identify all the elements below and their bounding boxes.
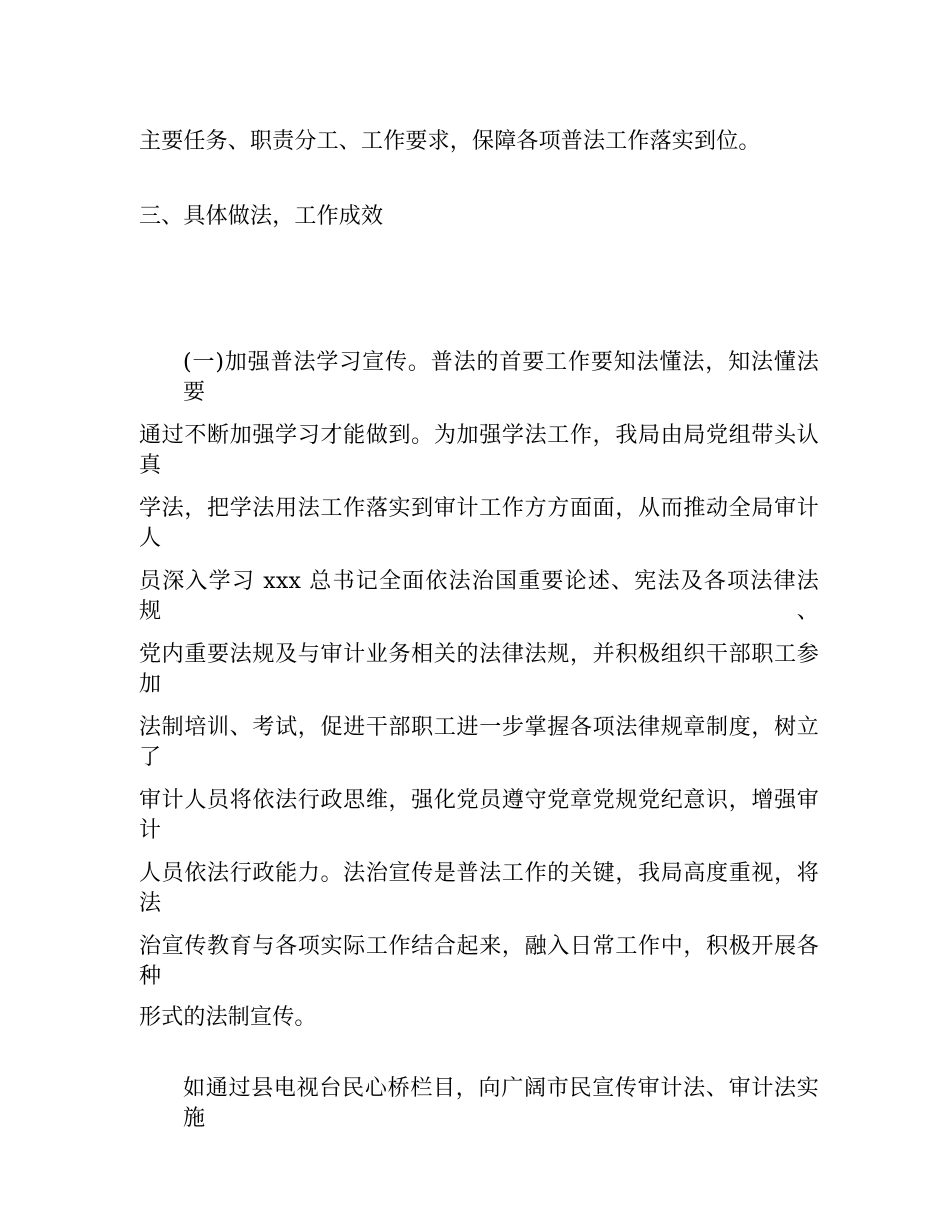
paragraph-1-line-10: 形式的法制宣传。 bbox=[139, 1005, 317, 1030]
paragraph-1-line-8: 人员依法行政能力。法治宣传是普法工作的关键，我局高度重视，将法 bbox=[139, 861, 819, 916]
paragraph-1-line-5: 党内重要法规及与审计业务相关的法律法规，并积极组织干部职工参加 bbox=[139, 642, 819, 697]
paragraph-1-line-9: 治宣传教育与各项实际工作结合起来，融入日常工作中，积极开展各种 bbox=[139, 934, 819, 989]
paragraph-1-line-3: 学法，把学法用法工作落实到审计工作方方面面，从而推动全局审计人 bbox=[139, 496, 819, 551]
paragraph-1-line-1: (一)加强普法学习宣传。普法的首要工作要知法懂法，知法懂法要 bbox=[183, 350, 819, 405]
paragraph-2-line-1: 如通过县电视台民心桥栏目，向广阔市民宣传审计法、审计法实施 bbox=[183, 1076, 819, 1131]
paragraph-1-line-7: 审计人员将依法行政思维，强化党员遵守党章党规党纪意识，增强审计 bbox=[139, 788, 819, 843]
section-heading: 三、具体做法，工作成效 bbox=[139, 204, 384, 229]
text-line-1: 主要任务、职责分工、工作要求，保障各项普法工作落实到位。 bbox=[139, 129, 761, 154]
paragraph-1-line-2: 通过不断加强学习才能做到。为加强学法工作，我局由局党组带头认真 bbox=[139, 423, 819, 478]
paragraph-1-line-4: 员深入学习 xxx 总书记全面依法治国重要论述、宪法及各项法律法规、 bbox=[139, 569, 819, 624]
paragraph-1-line-6: 法制培训、考试，促进干部职工进一步掌握各项法律规章制度，树立了 bbox=[139, 715, 819, 770]
